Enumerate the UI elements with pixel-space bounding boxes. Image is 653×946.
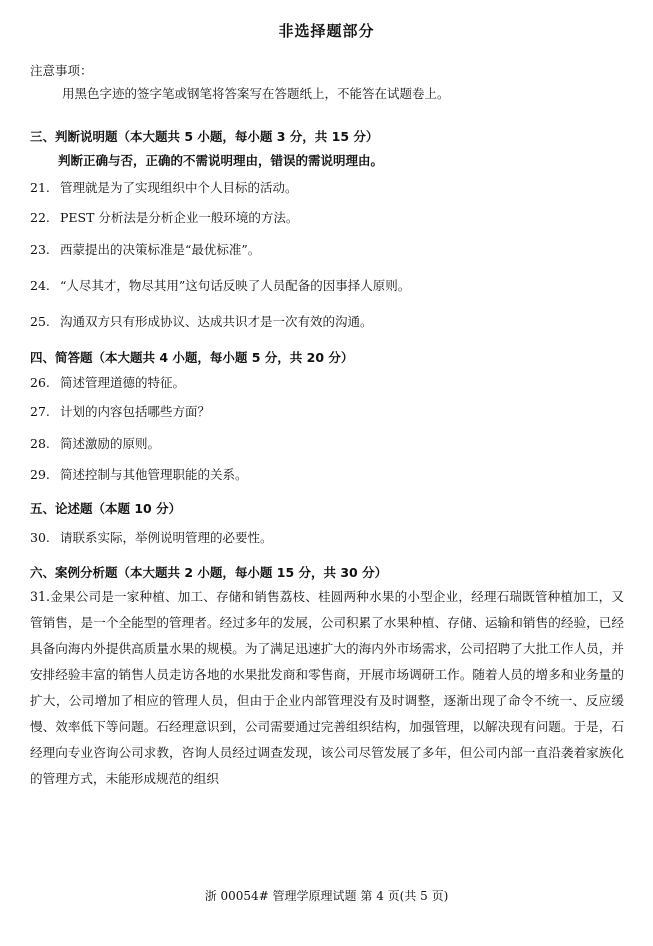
case-question-31 xyxy=(30,584,624,792)
question-30: 30. 请联系实际，举例说明管理的必要性。 xyxy=(30,530,273,545)
question-28: 28. 简述激励的原则。 xyxy=(30,436,160,451)
page-footer: 浙 00054# 管理学原理试题 第 4 页(共 5 页) xyxy=(204,889,449,903)
question-24: 24. “人尽其才，物尽其用”这句话反映了人员配备的因事择人原则。 xyxy=(30,278,411,293)
notice-text: 用黑色字迹的签字笔或钢笔将答案写在答题纸上，不能答在试题卷上。 xyxy=(62,86,450,101)
question-21: 21. 管理就是为了实现组织中个人目标的活动。 xyxy=(30,180,298,195)
question-27: 27. 计划的内容包括哪些方面？ xyxy=(30,404,210,419)
section6-heading: 六、案例分析题（本大题共 2 小题，每小题 15 分，共 30 分） xyxy=(30,565,388,580)
question-22: 22. PEST 分析法是分析企业一般环境的方法。 xyxy=(30,210,299,225)
question-25: 25. 沟通双方只有形成协议、达成共识才是一次有效的沟通。 xyxy=(30,314,373,329)
notice-heading: 注意事项： xyxy=(30,63,93,78)
question-23: 23. 西蒙提出的决策标准是“最优标准”。 xyxy=(30,242,261,257)
page-title: 非选择题部分 xyxy=(278,22,375,40)
question-29: 29. 简述控制与其他管理职能的关系。 xyxy=(30,467,248,482)
section5-heading: 五、论述题（本题 10 分） xyxy=(30,501,182,516)
question-26: 26. 简述管理道德的特征。 xyxy=(30,375,185,390)
case-text: 金果公司是一家种植、加工、存储和销售荔枝、桂圆两种水果的小型企业，经理石瑞既管种植加工，又管销售，是一个全能型的管理者。经过多年的发展，公司积累了水果种植、存储、运输和销售的经验，已经具备向海内外提供高质量水果的规模。为了满足迅速扩大的海内外市场需求，公司招聘了大批工作人员，并安排经验丰富的销售人员走访各地的水果批发商和零售商，开展市场调研工作。随着人员的增多和业务量的扩大，公司增加了相应的管理人员，但由于企业内部管理没有及时调整，逐渐出现了命令不统一、反应缓慢、效率低下等问题。石经理意识到，公司需要通过完善组织结构，加强管理，以解决现有问题。于是，石经理向专业咨询公司求教，咨询人员经过调查发现，该公司尽管发展了多年，但公司内部一直沿袭着家族化的管理方式，未能形成规范的组织 xyxy=(30,589,624,786)
section4-heading: 四、简答题（本大题共 4 小题，每小题 5 分，共 20 分） xyxy=(30,350,354,365)
section3-instruction: 判断正确与否，正确的不需说明理由，错误的需说明理由。 xyxy=(58,153,384,168)
section3-heading: 三、判断说明题（本大题共 5 小题，每小题 3 分，共 15 分） xyxy=(30,129,379,144)
case-number: 31. xyxy=(30,589,51,604)
